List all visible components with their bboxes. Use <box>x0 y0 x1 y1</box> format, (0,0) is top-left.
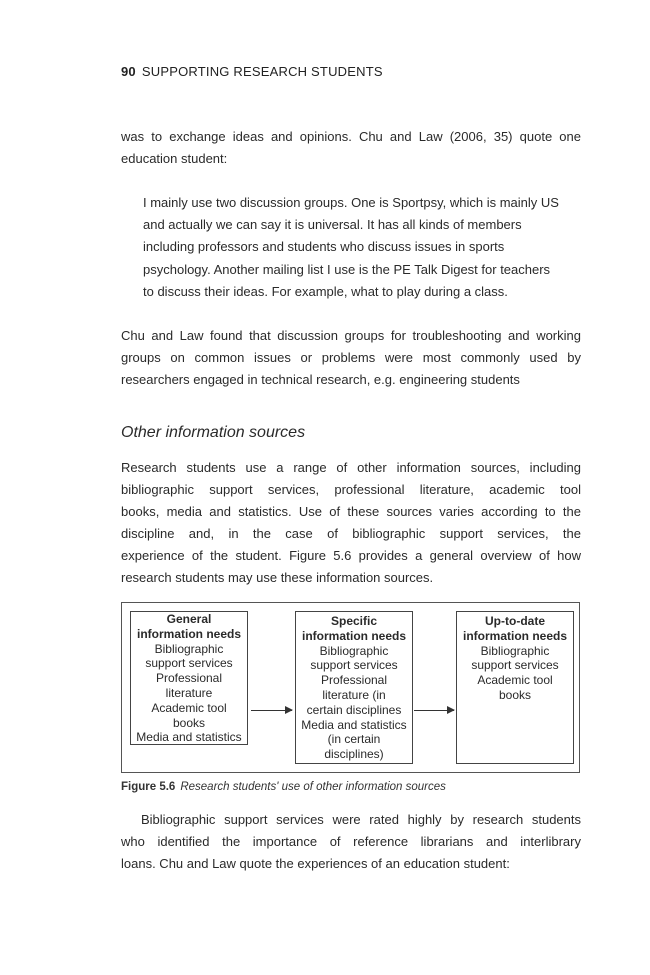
specific-needs-box <box>295 611 413 764</box>
box-item: Academic tool <box>477 673 553 688</box>
box-item: Academic tool <box>151 700 227 715</box>
caption-text: Research students' use of other information sources <box>180 781 446 793</box>
box-item: disciplines) <box>324 747 384 762</box>
paragraph-discussion-groups <box>121 325 581 391</box>
box-title: information needs <box>136 626 241 641</box>
text-line: Chu and Law found that discussion groups for troubleshooting and working <box>121 328 581 343</box>
paragraph-bibliographic-support <box>121 809 581 875</box>
running-title: SUPPORTING RESEARCH STUDENTS <box>141 64 383 79</box>
box-title: Specific <box>330 614 378 628</box>
arrow-specific-to-uptodate <box>414 710 454 711</box>
box-item: Bibliographic <box>319 643 389 658</box>
caption-label: Figure 5.6 <box>121 781 176 793</box>
box-item: certain disciplines <box>306 702 402 717</box>
box-item: support services <box>471 658 559 673</box>
box-title: information needs <box>462 628 567 643</box>
text-line: education student: <box>121 151 228 166</box>
arrow-general-to-specific <box>251 710 292 711</box>
box-item: support services <box>310 658 398 673</box>
box-item: books <box>498 687 532 702</box>
text-line: experience of the student. Figure 5.6 provides a general overview of how <box>121 548 581 563</box>
quote-line: psychology. Another mailing list I use is the PE Talk Digest for teachers <box>143 261 551 277</box>
box-title: General <box>166 612 212 626</box>
quote-line: to discuss their ideas. For example, what to play during a class. <box>143 283 508 299</box>
quote-line: I mainly use two discussion groups. One is Sportpsy, which is mainly US <box>143 195 559 210</box>
text-line: researchers engaged in technical research, e.g. engineering students <box>121 372 520 387</box>
running-header <box>121 64 383 79</box>
box-item: literature <box>165 685 213 700</box>
text-line: was to exchange ideas and opinions. Chu and Law (2006, 35) quote one <box>121 129 581 144</box>
figure-caption <box>121 781 446 793</box>
box-item: Professional <box>155 671 223 686</box>
text-line: who identified the importance of reference librarians and interlibrary <box>121 834 581 849</box>
general-needs-box <box>130 611 248 745</box>
box-item: books <box>172 715 206 730</box>
box-item: Professional <box>320 673 388 688</box>
box-item: Bibliographic <box>480 643 550 658</box>
box-item: literature (in <box>322 687 386 702</box>
text-line: Research students use a range of other information sources, including <box>121 460 581 475</box>
box-item: Media and statistics <box>301 717 407 732</box>
quote-line: and actually we can say it is universal. It has all kinds of members <box>143 217 522 233</box>
paragraph-intro <box>121 126 581 170</box>
box-title: information needs <box>301 628 406 643</box>
figure-diagram <box>121 602 580 773</box>
box-item: (in certain <box>327 732 381 747</box>
text-line: groups on common issues or problems were most commonly used by <box>121 350 581 365</box>
text-line: bibliographic support services, professional literature, academic tool <box>121 482 581 497</box>
text-line: Bibliographic support services were rated highly by research students <box>141 812 581 827</box>
box-item: support services <box>145 656 233 671</box>
paragraph-other-sources <box>121 457 581 589</box>
text-line: research students may use these information sources. <box>121 570 434 585</box>
section-heading: Other information sources <box>121 424 306 441</box>
text-line: discipline and, in the case of bibliographic support services, the <box>121 526 581 541</box>
block-quote <box>143 192 581 303</box>
quote-line: including professors and students who discuss issues in sports <box>143 239 505 255</box>
box-item: Bibliographic <box>154 641 224 656</box>
page-number: 90 <box>121 64 136 79</box>
box-item: Media and statistics <box>136 730 242 745</box>
up-to-date-needs-box <box>456 611 574 764</box>
text-line: loans. Chu and Law quote the experiences of an education student: <box>121 856 510 871</box>
box-title: Up-to-date <box>485 614 545 628</box>
text-line: books, media and statistics. Use of these sources varies according to the <box>121 504 581 519</box>
